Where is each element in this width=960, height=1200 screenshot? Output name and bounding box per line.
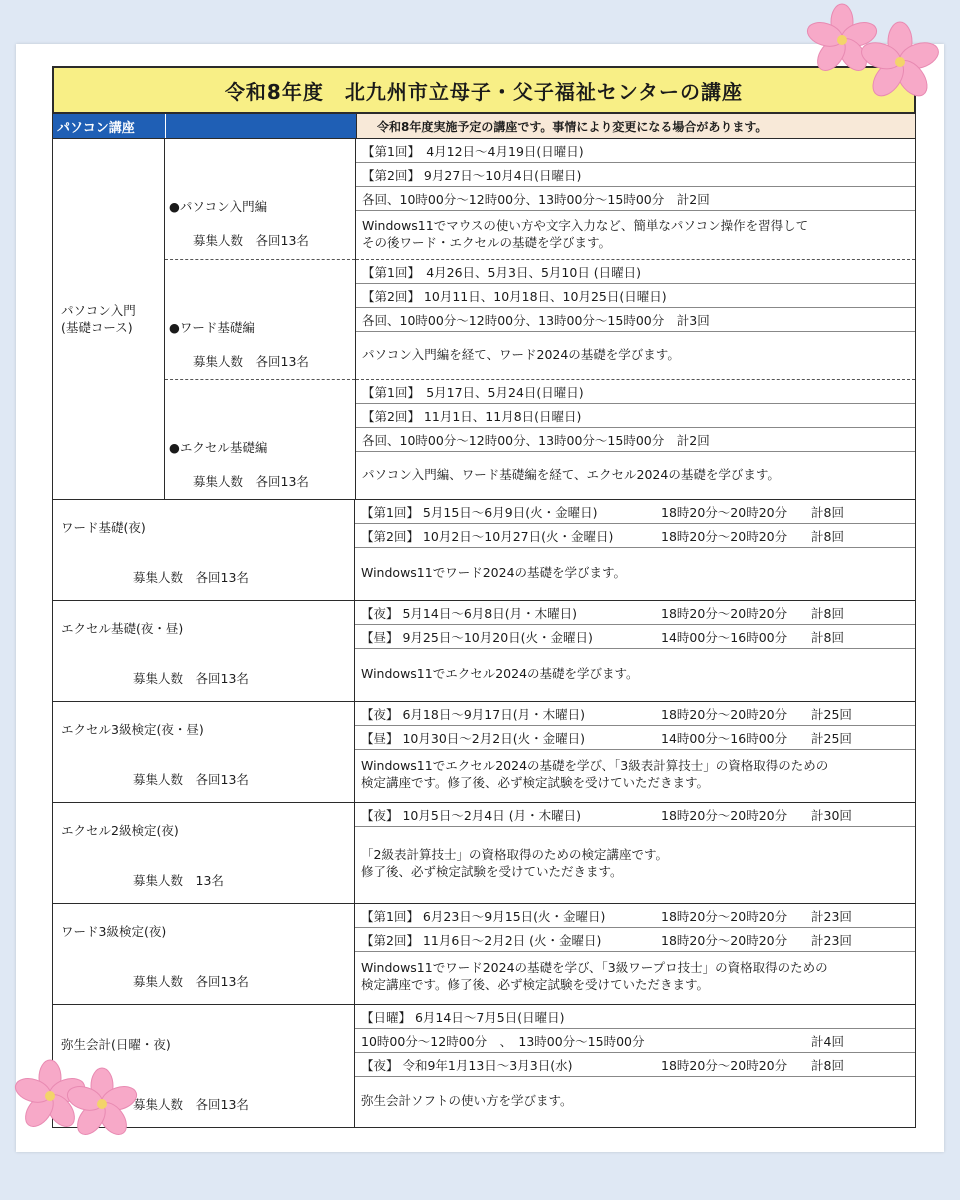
course-capacity: 募集人数 各回13名 <box>133 974 249 989</box>
course-section <box>52 803 916 904</box>
course-details <box>355 500 915 600</box>
schedule-line: 【昼】 10月30日～2月2日(火・金曜日) 14時00分～16時00分 計25回 <box>355 726 915 750</box>
course-capacity: 募集人数 各回13名 <box>133 671 249 686</box>
course-section <box>52 1005 916 1128</box>
sub-course-capacity: 募集人数 各回13名 <box>193 474 309 489</box>
schedule-line: 【第1回】 4月12日～4月19日(日曜日) <box>356 139 915 163</box>
schedule-line: 【第1回】 5月15日～6月9日(火・金曜日) 18時20分～20時20分 計8回 <box>355 500 915 524</box>
sakura-flower-icon <box>14 1050 144 1150</box>
description-line: Windows11でエクセル2024の基礎を学び、「3級表計算技士」の資格取得のための <box>361 758 829 774</box>
course-capacity: 募集人数 各回13名 <box>133 1097 249 1112</box>
course-description <box>356 332 915 378</box>
course-name-cell <box>53 601 355 701</box>
course-description <box>355 649 915 699</box>
course-name-cell <box>53 702 355 802</box>
course-name-cell <box>53 904 355 1004</box>
sub-course-name: ●エクセル基礎編 <box>169 440 268 455</box>
course-description <box>356 452 915 498</box>
course-description <box>355 1077 915 1125</box>
course-section <box>52 904 916 1005</box>
description-line: 検定講座です。修了後、必ず検定試験を受けていただきます。 <box>361 775 710 790</box>
course-details <box>355 803 915 903</box>
course-name: 弥生会計(日曜・夜) <box>61 1037 171 1052</box>
category-fill <box>166 114 357 138</box>
description-line: 検定講座です。修了後、必ず検定試験を受けていただきます。 <box>361 977 710 992</box>
sub-course-details <box>356 259 915 379</box>
schedule-line: 【第2回】 11月1日、11月8日(日曜日) <box>356 404 915 428</box>
description-line: Windows11でワード2024の基礎を学び、「3級ワープロ技士」の資格取得のための <box>361 960 828 976</box>
course-description <box>355 827 915 901</box>
course-name: エクセル3級検定(夜・昼) <box>61 722 204 737</box>
schedule-line: 各回、10時00分～12時00分、13時00分～15時00分 計2回 <box>356 187 915 211</box>
course-details <box>355 702 915 802</box>
schedule-line: 【第1回】 4月26日、5月3日、5月10日 (日曜日) <box>356 260 915 284</box>
intro-section <box>52 139 916 500</box>
intro-name <box>53 139 165 499</box>
course-name: ワード基礎(夜) <box>61 520 146 535</box>
description-line: パソコン入門編、ワード基礎編を経て、エクセル2024の基礎を学びます。 <box>362 466 780 482</box>
description-line: その後ワード・エクセルの基礎を学びます。 <box>362 235 612 250</box>
course-section <box>52 601 916 702</box>
page-title: 令和8年度 北九州市立母子・父子福祉センターの講座 <box>52 66 916 114</box>
schedule-line: 【夜】 5月14日～6月8日(月・木曜日) 18時20分～20時20分 計8回 <box>355 601 915 625</box>
description-line: Windows11でワード2024の基礎を学びます。 <box>361 564 627 580</box>
course-name-cell <box>53 500 355 600</box>
description-line: Windows11でマウスの使い方や文字入力など、簡単なパソコン操作を習得して <box>362 218 809 234</box>
sub-course-capacity: 募集人数 各回13名 <box>193 354 309 369</box>
description-line: 「2級表計算技士」の資格取得のための検定講座です。 <box>361 847 668 863</box>
course-capacity: 募集人数 13名 <box>133 873 224 888</box>
schedule-line: 【昼】 9月25日～10月20日(火・金曜日) 14時00分～16時00分 計8回 <box>355 625 915 649</box>
course-capacity: 募集人数 各回13名 <box>133 570 249 585</box>
intro-name-line2: (基礎コース) <box>61 320 133 335</box>
sub-course <box>165 379 355 499</box>
description-line: Windows11でエクセル2024の基礎を学びます。 <box>361 665 639 681</box>
category-label: パソコン講座 <box>53 114 166 138</box>
sakura-flower-icon <box>800 0 950 110</box>
intro-details <box>356 139 915 499</box>
sub-course <box>165 259 355 379</box>
course-table <box>52 66 916 1128</box>
schedule-line: 【夜】 10月5日～2月4日 (月・木曜日) 18時20分～20時20分 計30回 <box>355 803 915 827</box>
course-details <box>355 904 915 1004</box>
course-description <box>355 750 915 800</box>
course-section <box>52 500 916 601</box>
schedule-line: 【日曜】 6月14日～7月5日(日曜日) <box>355 1005 915 1029</box>
course-description <box>356 211 915 259</box>
schedule-line: 【第2回】 10月11日、10月18日、10月25日(日曜日) <box>356 284 915 308</box>
intro-name-line1: パソコン入門 <box>61 302 136 318</box>
course-details <box>355 601 915 701</box>
schedule-line: 【第1回】 6月23日～9月15日(火・金曜日) 18時20分～20時20分 計23回 <box>355 904 915 928</box>
sub-course-name: ●パソコン入門編 <box>169 199 268 214</box>
description-line: 弥生会計ソフトの使い方を学びます。 <box>361 1092 573 1108</box>
schedule-line: 各回、10時00分～12時00分、13時00分～15時00分 計3回 <box>356 308 915 332</box>
schedule-line: 各回、10時00分～12時00分、13時00分～15時00分 計2回 <box>356 428 915 452</box>
category-note: 令和8年度実施予定の講座です。事情により変更になる場合があります。 <box>357 114 915 138</box>
description-line: パソコン入門編を経て、ワード2024の基礎を学びます。 <box>362 346 680 362</box>
course-name-cell <box>53 803 355 903</box>
sub-course-name: ●ワード基礎編 <box>169 320 255 335</box>
course-description <box>355 548 915 598</box>
schedule-line: 【第2回】 10月2日～10月27日(火・金曜日) 18時20分～20時20分 計8回 <box>355 524 915 548</box>
schedule-line: 10時00分～12時00分 、 13時00分～15時00分 計4回 <box>355 1029 915 1053</box>
course-name: エクセル基礎(夜・昼) <box>61 621 184 636</box>
description-line: 修了後、必ず検定試験を受けていただきます。 <box>361 864 623 879</box>
schedule-line: 【第1回】 5月17日、5月24日(日曜日) <box>356 380 915 404</box>
course-capacity: 募集人数 各回13名 <box>133 772 249 787</box>
schedule-line: 【第2回】 11月6日～2月2日 (火・金曜日) 18時20分～20時20分 計23回 <box>355 928 915 952</box>
sub-course <box>165 139 355 259</box>
category-header <box>52 114 916 139</box>
sub-course-capacity: 募集人数 各回13名 <box>193 233 309 248</box>
schedule-line: 【第2回】 9月27日～10月4日(日曜日) <box>356 163 915 187</box>
intro-subnames <box>165 139 356 499</box>
course-name: エクセル2級検定(夜) <box>61 823 179 838</box>
sub-course-details <box>356 379 915 499</box>
schedule-line: 【夜】 6月18日～9月17日(月・木曜日) 18時20分～20時20分 計25回 <box>355 702 915 726</box>
course-name: ワード3級検定(夜) <box>61 924 167 939</box>
course-description <box>355 952 915 1002</box>
schedule-line: 【夜】 令和9年1月13日～3月3日(水) 18時20分～20時20分 計8回 <box>355 1053 915 1077</box>
course-details <box>355 1005 915 1127</box>
course-section <box>52 702 916 803</box>
sub-course-details <box>356 139 915 259</box>
